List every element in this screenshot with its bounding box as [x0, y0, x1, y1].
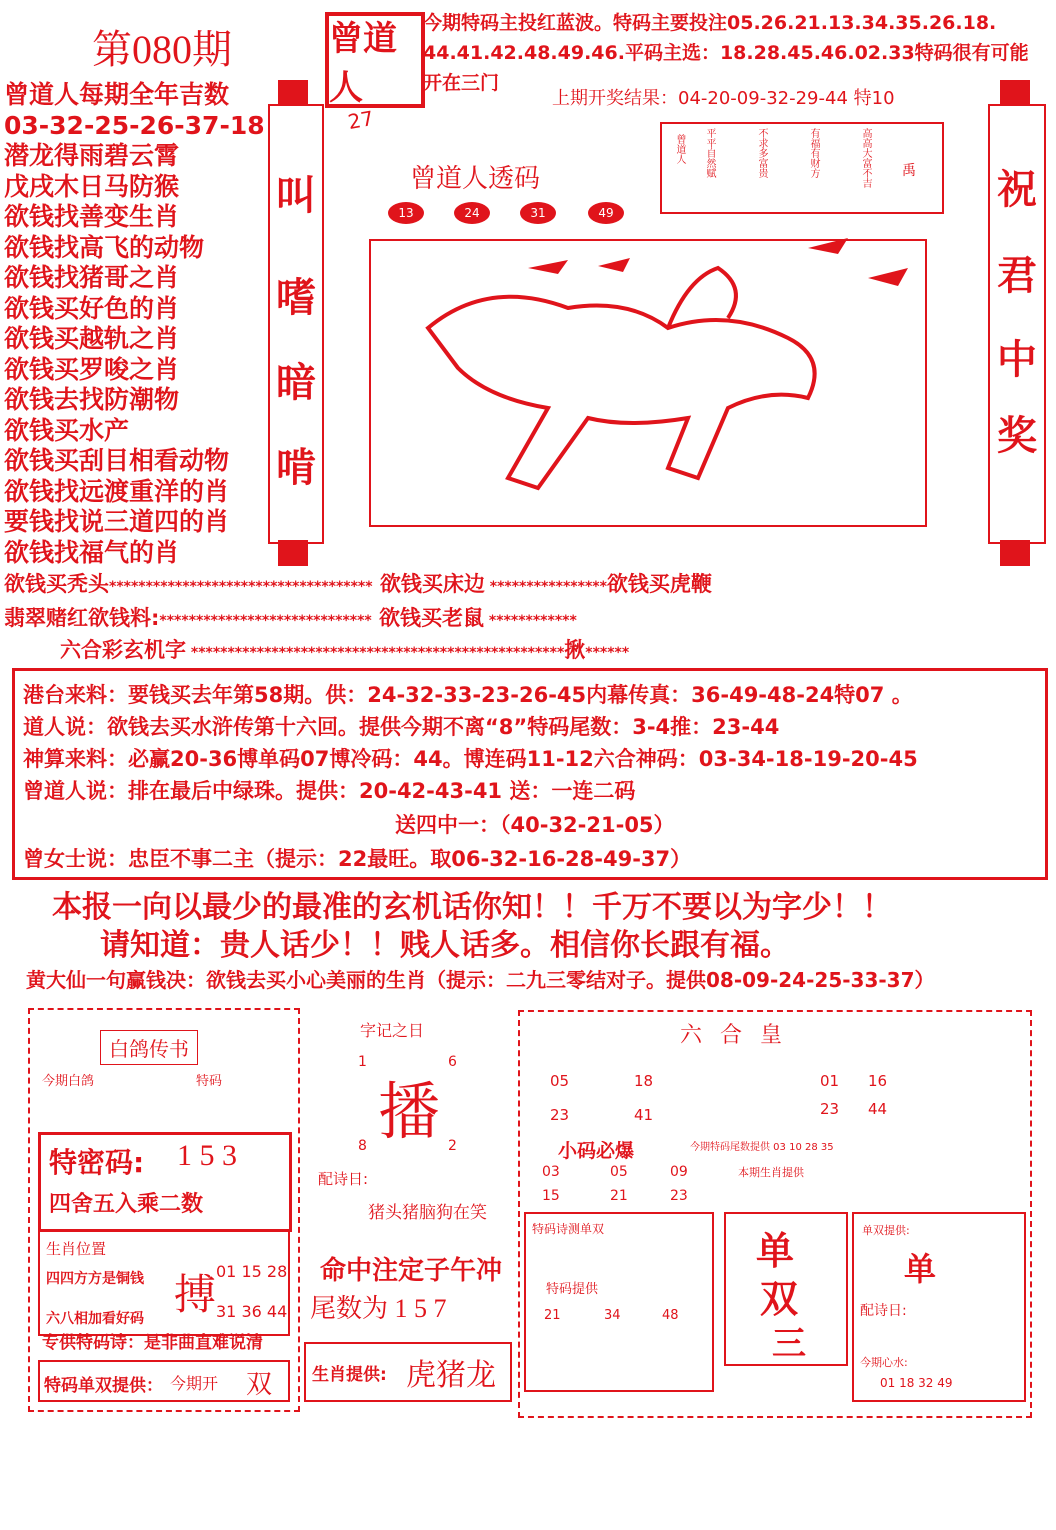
- seal-text: 曾道人: [329, 19, 397, 108]
- slogan-line-2: 请知道：贵人话少！！贱人话多。相信你长跟有福。: [100, 929, 790, 962]
- right-char: 单: [904, 1250, 937, 1288]
- single-double-mid: 今期开: [170, 1374, 219, 1393]
- dotted-line-3: 六合彩玄机字 ***************************************************揪******: [60, 638, 630, 662]
- poem-col: 平平自然赋: [704, 128, 715, 178]
- right-nums: 01 18 32 49: [880, 1376, 953, 1390]
- picture-area: [318, 98, 983, 538]
- left-tip: 欲钱找远渡重洋的肖: [4, 476, 230, 506]
- left-tip: 欲钱找善变生肖: [4, 202, 180, 231]
- right-scroll-char: 中: [997, 337, 1037, 382]
- dotted-3a: 六合彩玄机字: [60, 638, 186, 662]
- slogan-line-1: 本报一向以最少的最准的玄机话你知！！千万不要以为字少！！: [52, 891, 892, 924]
- tema-poem-box: [524, 1212, 714, 1392]
- picture-title: 曾道人透码: [410, 164, 541, 193]
- dotted-1c: 欲钱买虎鞭: [606, 572, 712, 596]
- big-char-box: [724, 1212, 848, 1366]
- headline-line-3: 开在三门: [423, 72, 500, 94]
- right-title: 单双提供:: [862, 1224, 910, 1237]
- info-line: 神算来料：必赢20-36博单码07博冷码：44。博连码11-12六合神码：03-34-18-19-20-45: [23, 747, 918, 771]
- left-tip: 欲钱买水产: [4, 415, 130, 445]
- right-num: 16: [868, 1072, 888, 1090]
- right-scroll-char: 君: [997, 253, 1037, 298]
- right-scroll-char: 奖: [997, 413, 1037, 458]
- last-result: 上期开奖结果：04-20-09-32-29-44 特10: [552, 88, 895, 109]
- dotted-1a: 欲钱买秃头: [4, 572, 109, 596]
- special-poem: 专供特码诗：是非曲直难说清: [42, 1333, 263, 1353]
- dotted-line-1: 欲钱买秃头************************************ 欲钱买床边 ****************欲钱买虎鞭: [4, 572, 712, 596]
- issue-number: 第080期: [92, 27, 232, 72]
- right-num: 23: [820, 1100, 840, 1118]
- big-char-3: 三: [772, 1324, 806, 1364]
- tema-poem-title: 特码诗测单双: [532, 1222, 605, 1236]
- number-27: 27: [346, 105, 376, 135]
- dotted-2a: 翡翠赌红欲钱料:: [4, 606, 160, 630]
- small-num: 15: [542, 1188, 560, 1204]
- shengxiao-line-b: 六八相加看好码: [46, 1311, 144, 1327]
- big-char-1: 单: [756, 1229, 795, 1273]
- tail-strip: 今期特码尾数提供 03 10 28 35: [690, 1142, 834, 1153]
- top-num: 23: [550, 1106, 570, 1124]
- right-num: 01: [820, 1072, 840, 1090]
- bottom-middle-panel: [302, 1012, 514, 1412]
- destiny-line: 命中注定子午冲: [320, 1256, 503, 1286]
- offer-num: 48: [662, 1308, 679, 1323]
- left-tip: 欲钱买越轨之肖: [4, 324, 180, 353]
- small-code-title: 小码必爆: [558, 1140, 635, 1162]
- single-double-offer-box: [852, 1212, 1026, 1402]
- info-line: 曾女士说：忠臣不事二主（提示：22最旺。取06-32-16-28-49-37）: [23, 847, 692, 871]
- shengxiao-box: [38, 1230, 290, 1336]
- animals-label: 生肖提供:: [312, 1365, 387, 1385]
- seal-stamp: [325, 12, 425, 108]
- info-line: 曾道人说：排在最后中绿珠。提供：20-42-43-41 送：一连二码: [23, 779, 636, 803]
- right-scroll-char: 祝: [997, 167, 1037, 212]
- small-num: 23: [670, 1188, 688, 1204]
- info-line: 送四中一：（40-32-21-05）: [395, 813, 675, 837]
- dotted-3b: 揪: [564, 638, 586, 662]
- left-tip: 欲钱找福气的肖: [4, 537, 180, 567]
- offer-num: 34: [604, 1308, 621, 1323]
- poem-tag: 禹: [902, 163, 916, 179]
- left-tip: 欲钱找高飞的动物: [4, 232, 205, 262]
- headline-line-1: 今期特码主投红蓝波。特码主要投注05.26.21.13.34.35.26.18.: [423, 12, 997, 34]
- left-scroll-bottom-cap: [278, 540, 308, 566]
- pigeon-sub-left: 今期白鸽: [42, 1074, 95, 1089]
- right-heart: 今期心水:: [860, 1356, 908, 1369]
- right-scroll: [988, 104, 1046, 544]
- dotted-line-2: 翡翠赌红欲钱料:***************************** 欲钱买老鼠 ************: [4, 606, 577, 630]
- bottom-right-panel: [518, 1010, 1032, 1418]
- left-scroll-char: 啃: [276, 445, 316, 490]
- info-line: 道人说：欲钱去买水浒传第十六回。提供今期不离“8”特码尾数：3-4推：23-44: [23, 715, 780, 739]
- headline-line-2: 44.41.42.48.49.46.平码主选：18.28.45.46.02.33特码很有可能: [423, 42, 1029, 64]
- left-tip: 03-32-25-26-37-18: [4, 110, 265, 140]
- animals-title: 本期生肖提供: [738, 1166, 804, 1179]
- right-poem-label: 配诗日:: [860, 1303, 907, 1319]
- pigeon-title: 白鸽传书: [100, 1030, 198, 1065]
- big-day-char: 播: [378, 1079, 441, 1147]
- bottom-left-panel: [28, 1008, 300, 1412]
- tema-value: 1 5 3: [177, 1139, 237, 1172]
- small-num: 09: [670, 1164, 688, 1180]
- left-tip: 欲钱买罗唆之肖: [4, 354, 180, 384]
- tema-offer: 特码提供: [546, 1282, 599, 1297]
- big-char: 搏: [174, 1273, 217, 1319]
- poem-col: 有福有财方: [808, 128, 819, 178]
- right-scroll-top-cap: [1000, 80, 1030, 104]
- num-6: 6: [448, 1054, 457, 1070]
- left-tip: 欲钱买刮目相看动物: [4, 446, 230, 475]
- left-tip: 要钱找说三道四的肖: [4, 507, 230, 536]
- num-1: 1: [358, 1054, 367, 1070]
- number-ball: 13: [388, 202, 424, 224]
- big-char-2: 双: [760, 1277, 799, 1321]
- tema-label: 特密码:: [49, 1146, 145, 1179]
- top-num: 05: [550, 1072, 570, 1090]
- right-num: 44: [868, 1100, 888, 1118]
- shengxiao-title: 生肖位置: [46, 1240, 107, 1258]
- num-2: 2: [448, 1138, 457, 1154]
- left-tip: 潜龙得雨碧云霄: [4, 141, 180, 170]
- left-tip: 欲钱买好色的肖: [4, 293, 180, 323]
- info-line: 港台来料：要钱买去年第58期。供：24-32-33-23-26-45内幕传真：36-49-48-24特07 。: [23, 683, 913, 707]
- huang-daxian-line: 黄大仙一句赢钱决：欲钱去买小心美丽的生肖（提示：二九三零结对子。提供08-09-24-25-33-37）: [26, 968, 935, 992]
- dotted-2b: 欲钱买老鼠: [379, 606, 485, 630]
- top-num: 18: [634, 1072, 654, 1090]
- single-double-label: 特码单双提供：: [44, 1376, 163, 1396]
- animals-box: [304, 1342, 512, 1402]
- number-ball: 49: [588, 202, 624, 224]
- liuhe-header: 六合皇: [680, 1022, 801, 1047]
- tema-rule: 四舍五入乘二数: [49, 1192, 204, 1217]
- poem-label: 配诗日:: [318, 1170, 369, 1188]
- small-num: 21: [610, 1188, 628, 1204]
- nums-a: 01 15 28: [216, 1262, 288, 1281]
- right-scroll-bottom-cap: [1000, 540, 1030, 566]
- left-tip: 曾道人每期全年吉数: [4, 80, 230, 109]
- char-title: 字记之日: [360, 1023, 425, 1040]
- small-num: 05: [610, 1164, 628, 1180]
- shengxiao-line-a: 四四方方是铜钱: [46, 1271, 144, 1287]
- animals-value: 虎猪龙: [406, 1359, 496, 1392]
- poem-col: 高高大富不吉: [860, 128, 871, 188]
- number-ball: 31: [520, 202, 556, 224]
- number-ball: 24: [454, 202, 490, 224]
- left-scroll-char: 嗜: [276, 275, 316, 320]
- info-box: [12, 668, 1048, 880]
- offer-num: 21: [544, 1308, 561, 1323]
- horse-rider-illustration: [368, 238, 928, 528]
- left-tip: 戊戌木日马防猴: [4, 171, 180, 201]
- tail-numbers: 尾数为 1 5 7: [310, 1294, 447, 1323]
- left-tip: 欲钱找猪哥之肖: [4, 263, 180, 292]
- nums-b: 31 36 44: [216, 1302, 288, 1321]
- single-double-value: 双: [246, 1370, 273, 1399]
- left-tip: 欲钱去找防潮物: [4, 385, 180, 414]
- tema-box: [38, 1132, 292, 1232]
- single-double-box: [38, 1360, 290, 1402]
- num-8: 8: [358, 1138, 367, 1154]
- left-tips-list: [4, 80, 274, 568]
- left-scroll-char: 暗: [276, 360, 316, 405]
- poem-text: 猪头猪脑狗在笑: [368, 1203, 487, 1223]
- poem-side: 曾道人: [674, 134, 685, 164]
- poem-box: [660, 122, 944, 214]
- small-num: 03: [542, 1164, 560, 1180]
- dotted-1b: 欲钱买床边: [379, 572, 485, 596]
- pigeon-sub-right: 特码: [196, 1074, 223, 1089]
- poem-col: 不求多富贵: [756, 128, 767, 178]
- left-scroll: [268, 104, 324, 544]
- top-num: 41: [634, 1106, 654, 1124]
- left-scroll-char: 叫: [276, 173, 316, 218]
